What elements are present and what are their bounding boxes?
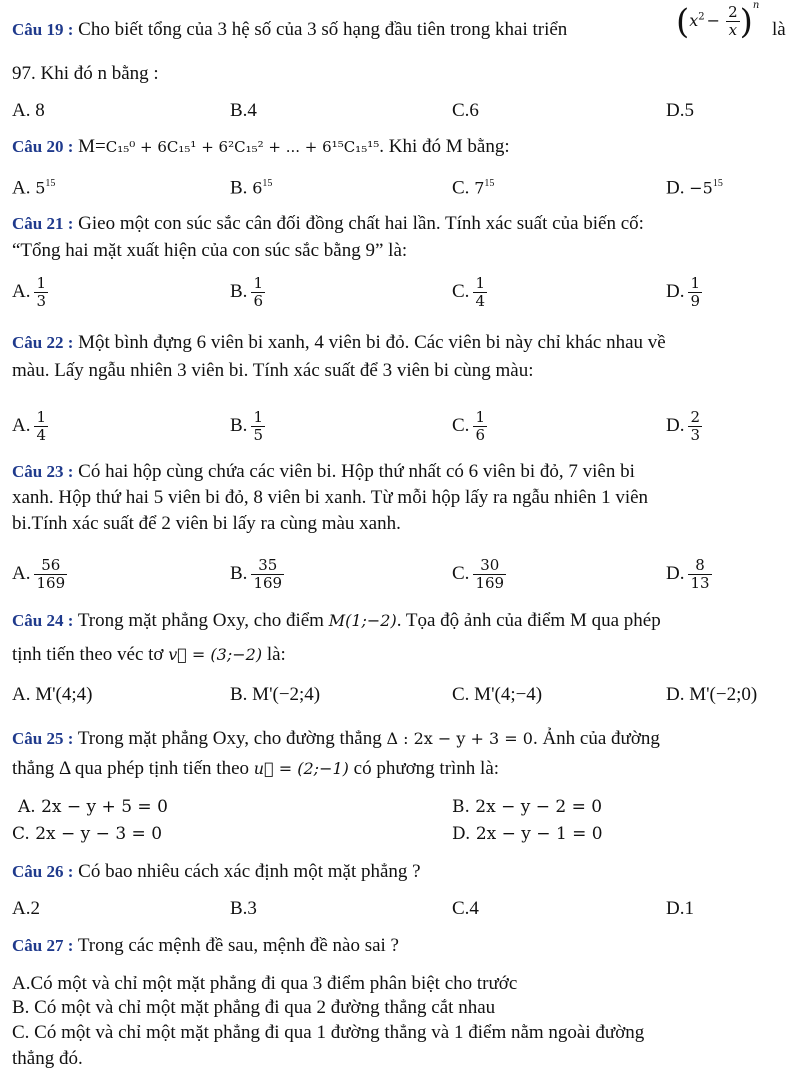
question-21 — [12, 212, 644, 236]
option-c[interactable]: C. $\frac{1}{6}$ — [452, 408, 485, 444]
sum-expression: C₁₅⁰ + 6C₁₅¹ + 6²C₁₅² + ... + 6¹⁵C₁₅¹⁵ — [105, 138, 380, 156]
question-22 — [12, 331, 666, 355]
question-text: Trong các mệnh đề sau, mệnh đề nào sai ? — [77, 935, 399, 956]
question-label: Câu 27 : — [12, 936, 74, 955]
question-25 — [12, 727, 660, 751]
option-b[interactable]: B. 2x − y − 2 = 0 — [452, 797, 603, 817]
option-b[interactable]: B.3 — [230, 898, 257, 919]
m-equals: M= — [78, 136, 106, 157]
option-b[interactable]: B.4 — [230, 100, 257, 121]
option-c[interactable]: C. $7^{15}$ — [452, 177, 495, 199]
question-text-line2: xanh. Hộp thứ hai 5 viên bi đỏ, 8 viên bi xanh. Từ mỗi hộp lấy ra ngẫu nhiên 1 viên — [12, 487, 649, 508]
option-b[interactable]: B. $\frac{1}{6}$ — [230, 274, 263, 310]
option-b[interactable]: B. Có một và chỉ một mặt phẳng đi qua 2 đường thẳng cắt nhau — [12, 997, 496, 1018]
option-b[interactable]: B. $6^{15}$ — [230, 177, 273, 199]
question-text: Một bình đựng 6 viên bi xanh, 4 viên bi đỏ. Các viên bi này chỉ khác nhau về — [78, 332, 666, 353]
question-text-tail: là — [772, 19, 786, 40]
question-text: Trong mặt phẳng Oxy, cho điểm — [77, 610, 324, 631]
question-text-line2: thẳng Δ qua phép tịnh tiến theo u⃗ = (2;−1) có phương trình là: — [12, 758, 500, 779]
question-20 — [12, 135, 510, 159]
question-text: Cho biết tổng của 3 hệ số của 3 số hạng đầu tiên trong khai triển — [78, 19, 568, 40]
option-d[interactable]: D. 2x − y − 1 = 0 — [452, 824, 603, 844]
option-c-continued: thẳng đó. — [12, 1048, 83, 1069]
question-text: Có hai hộp cùng chứa các viên bi. Hộp thứ nhất có 6 viên bi đỏ, 7 viên bi — [78, 461, 635, 482]
vector-u: u⃗ = (2;−1) — [253, 759, 349, 778]
option-d[interactable]: D. $\frac{2}{3}$ — [666, 408, 701, 444]
question-text: Có bao nhiêu cách xác định một mặt phẳng ? — [78, 861, 421, 882]
option-a[interactable]: A. $\frac{1}{3}$ — [12, 274, 47, 310]
option-c[interactable]: C. $\frac{30}{169}$ — [452, 556, 505, 592]
option-d[interactable]: D. $-5^{15}$ — [666, 177, 723, 199]
question-27 — [12, 934, 399, 958]
option-a[interactable]: A. M'(4;4) — [12, 684, 93, 705]
question-23 — [12, 460, 635, 484]
question-label: Câu 20 : — [12, 137, 74, 156]
option-a[interactable]: A. 8 — [12, 100, 45, 121]
question-text-line3: bi.Tính xác suất để 2 viên bi lấy ra cùng màu xanh. — [12, 513, 401, 534]
question-text-tail: . Ảnh của đường — [532, 728, 660, 749]
question-19 — [12, 18, 567, 42]
question-text-line2: màu. Lấy ngẫu nhiên 3 viên bi. Tính xác suất để 3 viên bi cùng màu: — [12, 360, 534, 381]
question-label: Câu 23 : — [12, 462, 74, 481]
question-text-tail: . Khi đó M bằng: — [379, 136, 510, 157]
option-d[interactable]: D. $\frac{8}{13}$ — [666, 556, 710, 592]
option-b[interactable]: B. M'(−2;4) — [230, 684, 321, 705]
line-delta-equation: Δ : 2x − y + 3 = 0 — [386, 729, 533, 748]
option-d[interactable]: D.1 — [666, 898, 694, 919]
option-c[interactable]: C. 2x − y − 3 = 0 — [12, 824, 163, 844]
question-26 — [12, 860, 421, 884]
option-a[interactable]: A. $5^{15}$ — [12, 177, 56, 199]
option-c[interactable]: C. $\frac{1}{4}$ — [452, 274, 485, 310]
question-text-line2: “Tổng hai mặt xuất hiện của con súc sắc bằng 9” là: — [12, 240, 408, 261]
option-c[interactable]: C. M'(4;−4) — [452, 684, 543, 705]
option-c[interactable]: C.6 — [452, 100, 479, 121]
question-label: Câu 21 : — [12, 214, 74, 233]
question-label: Câu 22 : — [12, 333, 74, 352]
question-text: Trong mặt phẳng Oxy, cho đường thẳng — [77, 728, 382, 749]
binomial-expression: ($x^2$ − $\frac{2}{x}$ )$^n$ — [676, 0, 760, 42]
question-text-line2: tịnh tiến theo véc tơ v⃗ = (3;−2) là: — [12, 644, 286, 665]
option-b[interactable]: B. $\frac{1}{5}$ — [230, 408, 263, 444]
option-a[interactable]: A. $\frac{1}{4}$ — [12, 408, 47, 444]
option-c[interactable]: C. Có một và chỉ một mặt phẳng đi qua 1 đường thẳng và 1 điểm nằm ngoài đường — [12, 1022, 645, 1043]
option-c[interactable]: C.4 — [452, 898, 479, 919]
option-d[interactable]: D. $\frac{1}{9}$ — [666, 274, 701, 310]
option-a[interactable]: A. 2x − y + 5 = 0 — [18, 797, 168, 817]
option-a[interactable]: A. $\frac{56}{169}$ — [12, 556, 66, 592]
option-d[interactable]: D. M'(−2;0) — [666, 684, 758, 705]
question-text-tail: . Tọa độ ảnh của điểm M qua phép — [396, 610, 661, 631]
vector-v: v⃗ = (3;−2) — [168, 645, 263, 664]
question-text: Gieo một con súc sắc cân đối đồng chất hai lần. Tính xác suất của biến cố: — [78, 213, 644, 234]
question-label: Câu 26 : — [12, 862, 74, 881]
question-label: Câu 25 : — [12, 729, 74, 748]
question-text-line2: 97. Khi đó n bằng : — [12, 63, 159, 84]
option-a[interactable]: A.Có một và chỉ một mặt phẳng đi qua 3 điểm phân biệt cho trước — [12, 973, 518, 994]
option-d[interactable]: D.5 — [666, 100, 694, 121]
option-b[interactable]: B. $\frac{35}{169}$ — [230, 556, 283, 592]
question-label: Câu 19 : — [12, 20, 74, 39]
option-a[interactable]: A.2 — [12, 898, 40, 919]
question-24 — [12, 609, 661, 633]
point-m: M(1;−2) — [328, 611, 397, 630]
question-label: Câu 24 : — [12, 611, 74, 630]
